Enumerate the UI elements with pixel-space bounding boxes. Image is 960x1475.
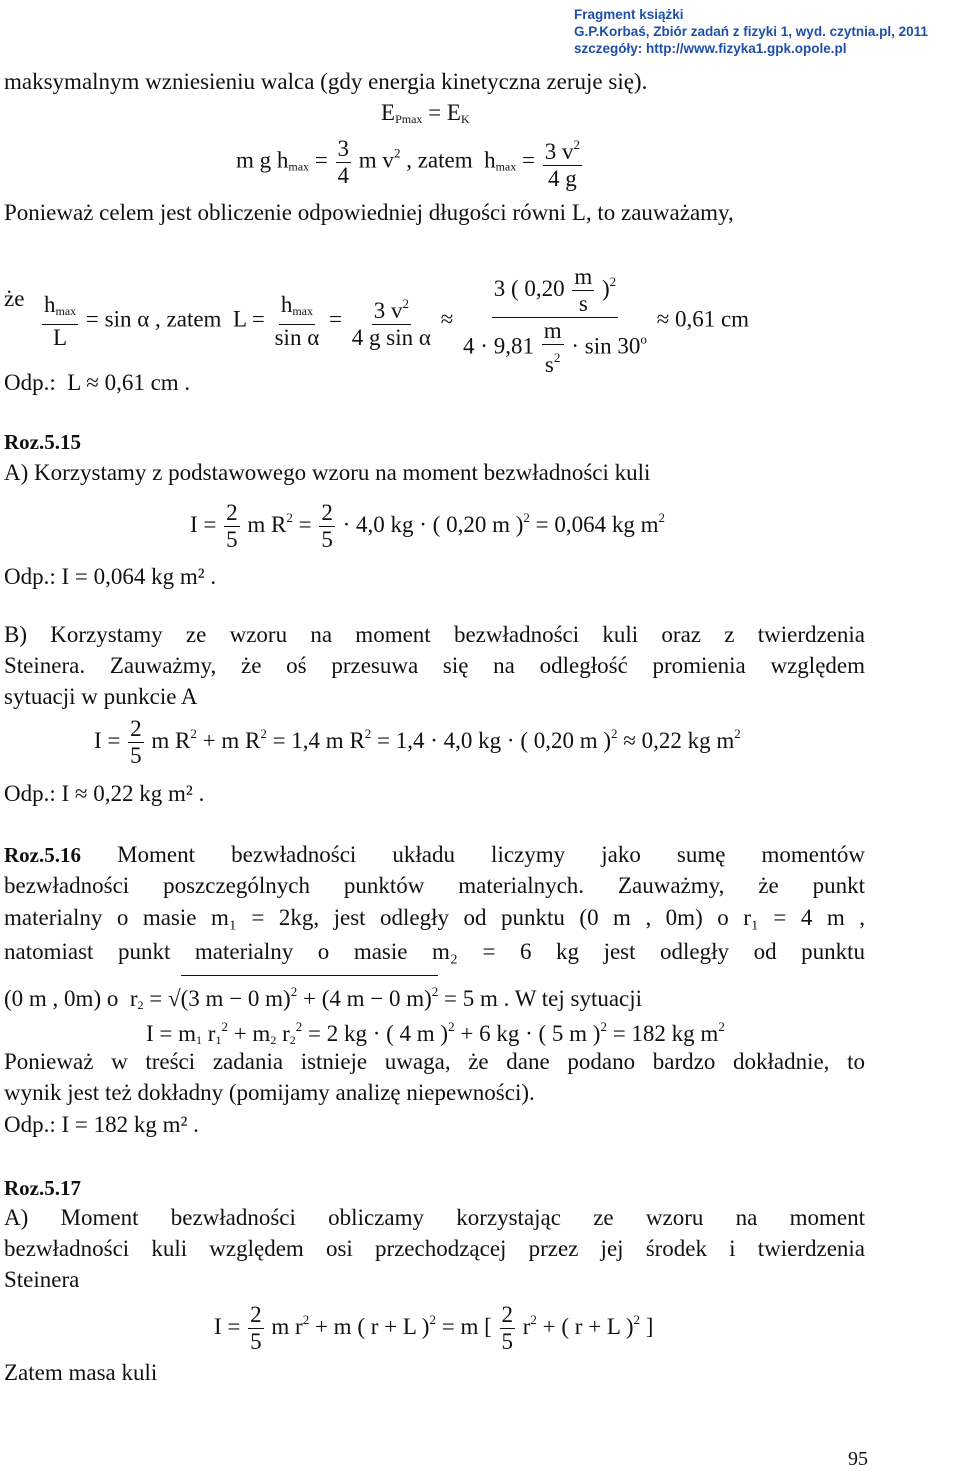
paragraph-line: natomiast punkt materialny o masie m₂ = 6 kg jest odległy od punktu <box>4 939 865 964</box>
solution-heading: Roz.5.15 <box>4 430 81 454</box>
paragraph-line: Roz.5.16 Moment bezwładności układu liczymy jako sumę momentów <box>4 842 866 867</box>
equation-point-masses: $I = m_1$ $r_1^2 + m_2$ $r_2^2 = 2$ kg · ( 4 m )$^2$ + 6 kg · ( 5 m )$^2$ = 182 kg $m^2$ <box>146 1019 725 1047</box>
paragraph-line: Ponieważ w treści zadania istnieje uwaga, że dane podano bardzo dokładnie, to <box>4 1049 865 1074</box>
paragraph-line: B) Korzystamy ze wzoru na moment bezwładności kuli oraz z twierdzenia <box>4 622 865 647</box>
paragraph-line: materialny o masie m₁ = 2kg, jest odległy od punktu (0 m , 0m) o r₁ = 4 m , <box>4 905 866 930</box>
paragraph-line: A) Korzystamy z podstawowego wzoru na moment bezwładności kuli <box>4 460 651 485</box>
answer-label: Odp.: I ≈ 0,22 kg m² . <box>4 781 205 806</box>
book-fragment-header <box>574 6 952 57</box>
equation-steiner: I = $\frac{2}{5}$ m $R^2 + m$ $R^2 = 1,4$ m $R^2 = 1,4 \cdot 4,0$ kg · ( 0,20 m )$^2$ ≈ 0,22 kg $m^2$ <box>94 716 741 768</box>
answer-label: Odp.: L ≈ 0,61 cm . <box>4 370 191 395</box>
paragraph-line: maksymalnym wzniesieniu walca (gdy energia kinetyczna zeruje się). <box>4 69 648 94</box>
header-line-2: G.P.Korbaś, Zbiór zadań z fizyki 1, wyd. czytnia.pl, 2011 <box>574 24 928 39</box>
paragraph-line: A) Moment bezwładności obliczamy korzystając ze wzoru na moment <box>4 1205 865 1230</box>
paragraph-line: bezwładności kuli względem osi przechodzącej przez jej środek i twierdzenia <box>4 1236 865 1261</box>
equation-energy: $E_{Pmax} = E_K$ <box>381 100 470 126</box>
paragraph-line: (0 m , 0m) o $r_2 = √(3$ m − 0 m)$^2$ + (4 m − 0 m)$^2$ = 5 m . W tej sytuacji <box>4 975 642 1020</box>
equation-sphere-steiner: I = $\frac{2}{5}$ m $r^2 + m$ ( r + L )$^2$ = m [ $\frac{2}{5}$ $r^2$ + ( r + L )$^2$ ] <box>214 1302 654 1354</box>
page-number: 95 <box>848 1448 868 1470</box>
paragraph-line: Zatem masa kuli <box>4 1360 158 1385</box>
paragraph-line: Steinera <box>4 1267 80 1292</box>
paragraph-line: bezwładności poszczególnych punktów materialnych. Zauważmy, że punkt <box>4 873 865 898</box>
equation-length: $\frac{h_{max}}{L}$ = sin α , zatem L = $\frac{h_{max}}{\text{sin α}}$ = $\frac{3 v^2}{\text{4 g sin α}}$ ≈ 3 ( 0,20 $\frac{m}{s}$ )$^2$ 4 · 9,81 $\frac{m}{s^2}$ · sin 30$^o$ ≈ 0,61 cm <box>44 264 750 377</box>
solution-heading: Roz.5.17 <box>4 1176 81 1200</box>
label-ze: że <box>4 286 25 311</box>
equation-inertia-sphere: I = $\frac{2}{5}$ m $R^2$ = $\frac{2}{5}$ · 4,0 kg · ( 0,20 m )$^2$ = 0,064 kg $m^2$ <box>190 500 666 552</box>
answer-label: Odp.: I = 182 kg m² . <box>4 1112 199 1137</box>
header-line-3: szczegóły: http://www.fizyka1.gpk.opole.pl <box>574 41 847 56</box>
paragraph-line: wynik jest też dokładny (pomijamy analizę niepewności). <box>4 1080 535 1105</box>
paragraph-line: Ponieważ celem jest obliczenie odpowiedniej długości równi L, to zauważamy, <box>4 200 734 225</box>
paragraph-line: Steinera. Zauważmy, że oś przesuwa się na odległość promienia względem <box>4 653 865 678</box>
header-line-1: Fragment książki <box>574 7 684 22</box>
answer-label: Odp.: I = 0,064 kg m² . <box>4 564 217 589</box>
paragraph-line: sytuacji w punkcie A <box>4 684 198 709</box>
equation-hmax: m g $h_{max}$ = $\frac{3}{4}$ m $v^2$ , zatem $h_{max}$ = $\frac{3 v^2}{4 g}$ <box>236 132 584 192</box>
